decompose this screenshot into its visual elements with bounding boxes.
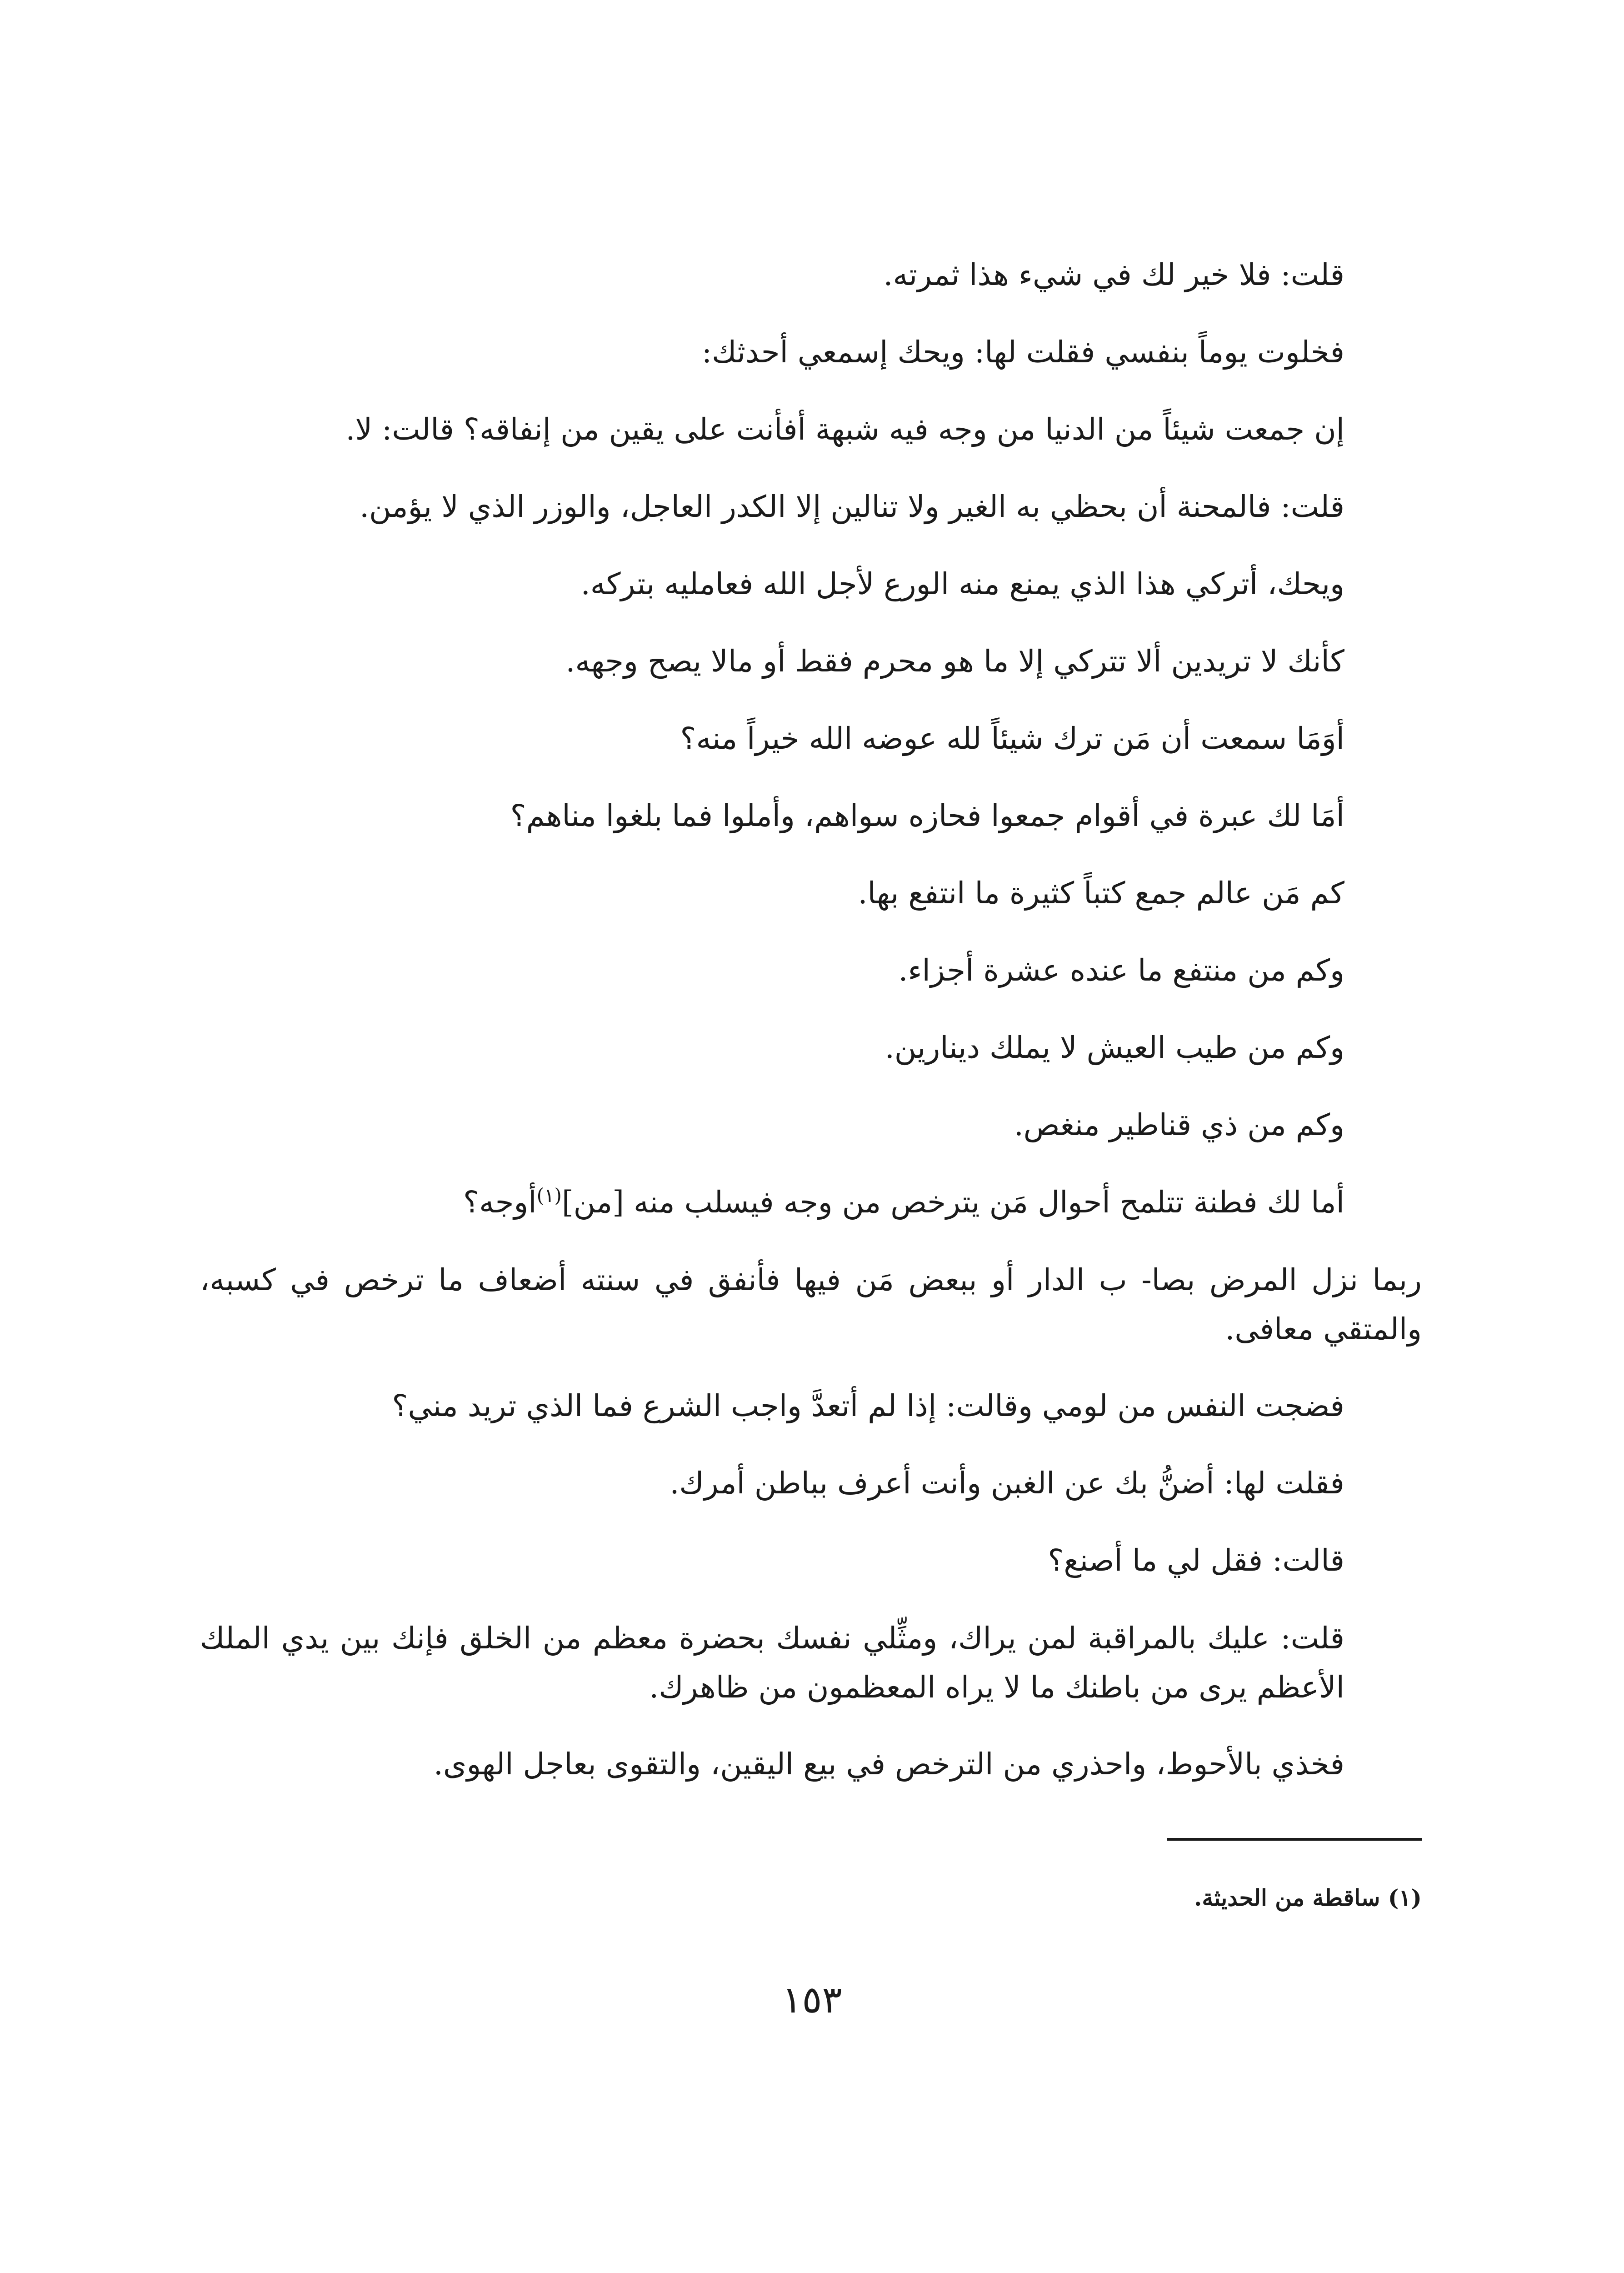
paragraph-15: فضجت النفس من لومي وقالت: إذا لم أتعدَّ واجب الشرع فما الذي تريد مني؟ — [392, 1388, 1344, 1423]
paragraph-5: ويحك، أتركي هذا الذي يمنع منه الورع لأجل الله فعامليه بتركه. — [580, 566, 1344, 601]
paragraph-13-text-a: أما لك فطنة تتلمح أحوال مَن يترخص من وجه فيسلب منه [من] — [561, 1185, 1344, 1220]
paragraph-7: أوَمَا سمعت أن مَن ترك شيئاً لله عوضه الله خيراً منه؟ — [680, 721, 1344, 756]
paragraph-13-text-b: أوجه؟ — [463, 1185, 537, 1220]
footnote: (١) ساقطة من الحديثة. — [1194, 1884, 1422, 1911]
paragraph-12: وكم من ذي قناطير منغص. — [1014, 1107, 1344, 1142]
paragraph-19: فخذي بالأحوط، واحذري من الترخص في بيع اليقين، والتقوى بعاجل الهوى. — [433, 1747, 1344, 1782]
paragraph-1: قلت: فلا خير لك في شيء هذا ثمرته. — [883, 257, 1344, 292]
paragraph-18: قلت: عليك بالمراقبة لمن يراك، ومثِّلي نفسك بحضرة معظم من الخلق فإنك بين يدي الملك الأعظم يرى من باطنك ما لا يراه المعظمون من ظاهرك. — [200, 1621, 1344, 1705]
paragraph-10: وكم من منتفع ما عنده عشرة أجزاء. — [898, 953, 1344, 988]
paragraph-17: قالت: فقل لي ما أصنع؟ — [1048, 1543, 1344, 1578]
footnote-reference: (١) — [536, 1184, 562, 1207]
paragraph-14: ربما نزل المرض بصا- ب الدار أو ببعض مَن فيها فأنفق في سنته أضعاف ما ترخص في كسبه، والمتقي معافى. — [200, 1262, 1422, 1347]
paragraph-footnote-ref — [200, 1164, 1422, 1241]
paragraph-4: قلت: فالمحنة أن بحظي به الغير ولا تنالين إلا الكدر العاجل، والوزر الذي لا يؤمن. — [360, 489, 1344, 524]
page-number: ١٥٣ — [782, 1978, 842, 2022]
paragraph-8: أمَا لك عبرة في أقوام جمعوا فحازه سواهم، وأملوا فما بلغوا مناهم؟ — [510, 798, 1344, 833]
footnote-separator — [1167, 1838, 1422, 1841]
paragraph-2: فخلوت يوماً بنفسي فقلت لها: ويحك إسمعي أحدثك: — [701, 335, 1344, 370]
paragraph-6: كأنك لا تريدين ألا تتركي إلا ما هو محرم فقط أو مالا يصح وجهه. — [565, 644, 1344, 679]
paragraph-3: إن جمعت شيئاً من الدنيا من وجه فيه شبهة أفأنت على يقين من إنفاقه؟ قالت: لا. — [345, 412, 1344, 447]
paragraph-16: فقلت لها: أضنُّ بك عن الغبن وأنت أعرف بباطن أمرك. — [670, 1466, 1344, 1501]
body-text — [200, 236, 1422, 1803]
paragraph-9: كم مَن عالم جمع كتباً كثيرة ما انتفع بها. — [858, 876, 1344, 911]
paragraph-11: وكم من طيب العيش لا يملك دينارين. — [884, 1030, 1344, 1065]
